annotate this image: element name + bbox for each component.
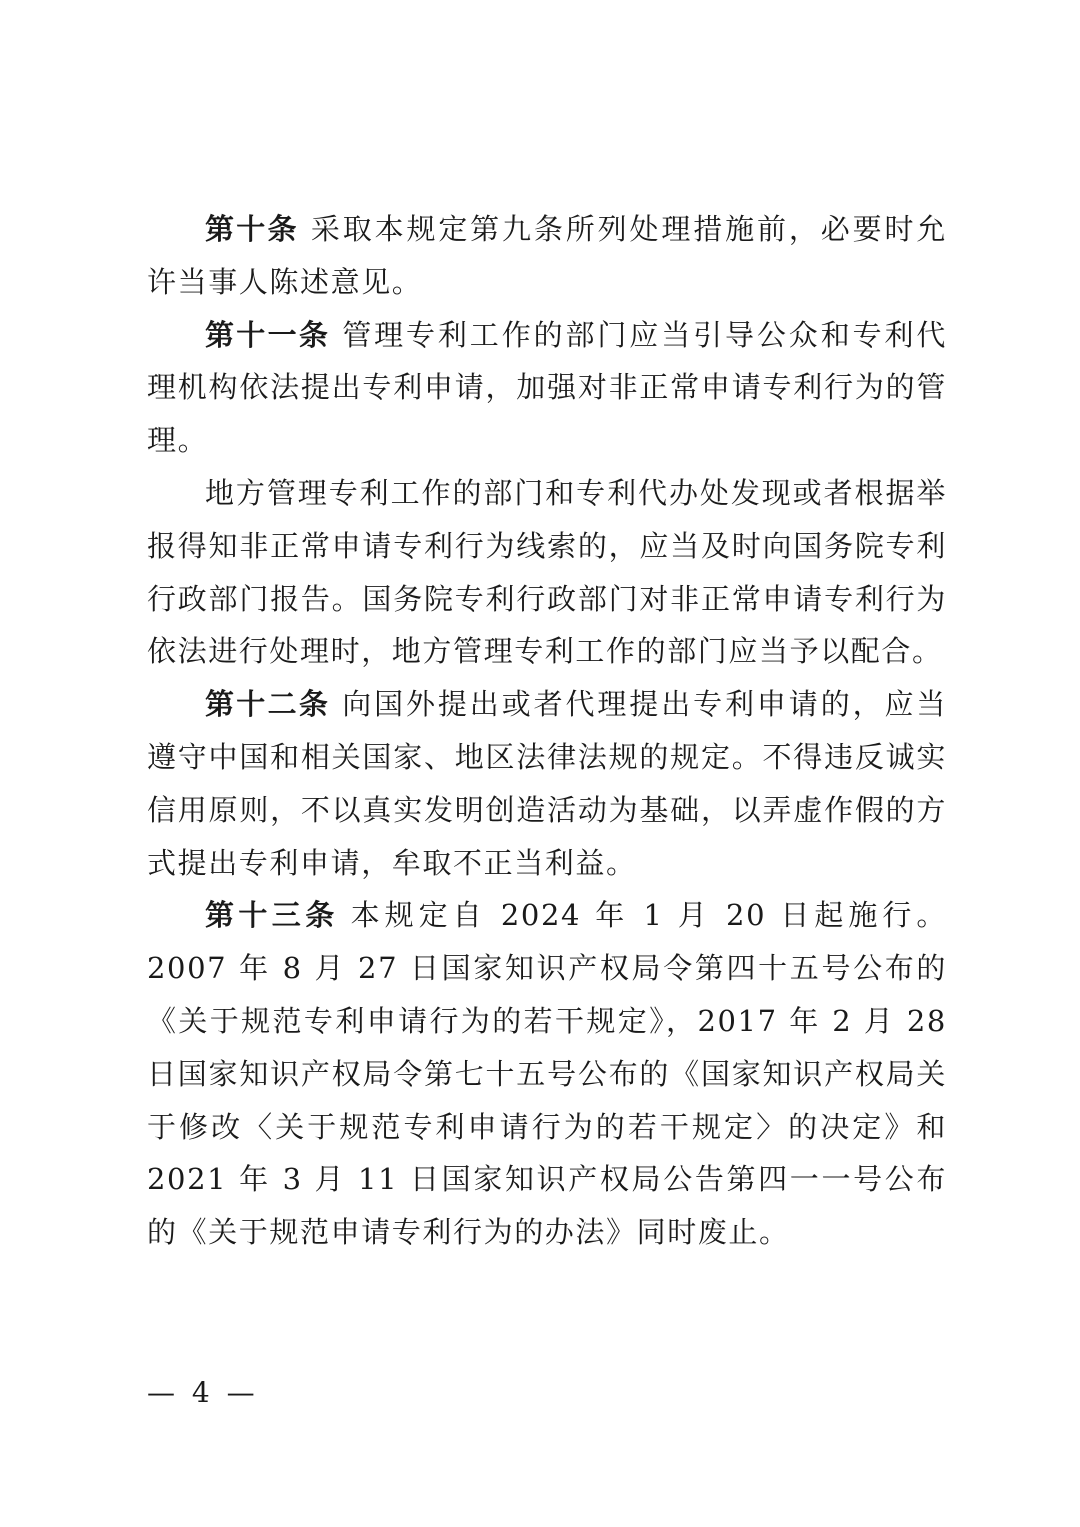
article-12 xyxy=(147,678,947,889)
article-text: 本规定自 2024 年 1 月 20 日起施行。2007 年 8 月 27 日国家知识产权局令第四十五号公布的《关于规范专利申请行为的若干规定》，2017 年 2 月 28 日国家知识产权局令第七十五号公布的《国家知识产权局关于修改〈关于规范专利申请行为的若干规定〉的决定》和 2021 年 3 月 11 日国家知识产权局公告第四一一号公布的《关于规范申请专利行为的办法》同时废止。 xyxy=(147,898,947,1250)
article-text: 采取本规定第九条所列处理措施前，必要时允许当事人陈述意见。 xyxy=(147,212,947,299)
article-10 xyxy=(147,203,947,309)
article-text: 地方管理专利工作的部门和专利代办处发现或者根据举报得知非正常申请专利行为线索的，应当及时向国务院专利行政部门报告。国务院专利行政部门对非正常申请专利行为依法进行处理时，地方管理专利工作的部门应当予以配合。 xyxy=(147,475,947,669)
article-number: 第十二条 xyxy=(205,687,331,722)
article-text: 向国外提出或者代理提出专利申请的，应当遵守中国和相关国家、地区法律法规的规定。不得违反诚实信用原则，不以真实发明创造活动为基础，以弄虚作假的方式提出专利申请，牟取不正当利益。 xyxy=(147,687,947,880)
article-13 xyxy=(147,889,947,1259)
page-number: — 4 — xyxy=(147,1376,259,1409)
document-body xyxy=(147,203,947,1259)
article-number: 第十三条 xyxy=(205,898,339,933)
article-number: 第十一条 xyxy=(205,317,331,352)
article-11-paragraph-2 xyxy=(147,467,947,678)
article-number: 第十条 xyxy=(205,212,299,246)
article-11 xyxy=(147,309,947,467)
article-text: 管理专利工作的部门应当引导公众和专利代理机构依法提出专利申请，加强对非正常申请专利行为的管理。 xyxy=(147,317,947,458)
